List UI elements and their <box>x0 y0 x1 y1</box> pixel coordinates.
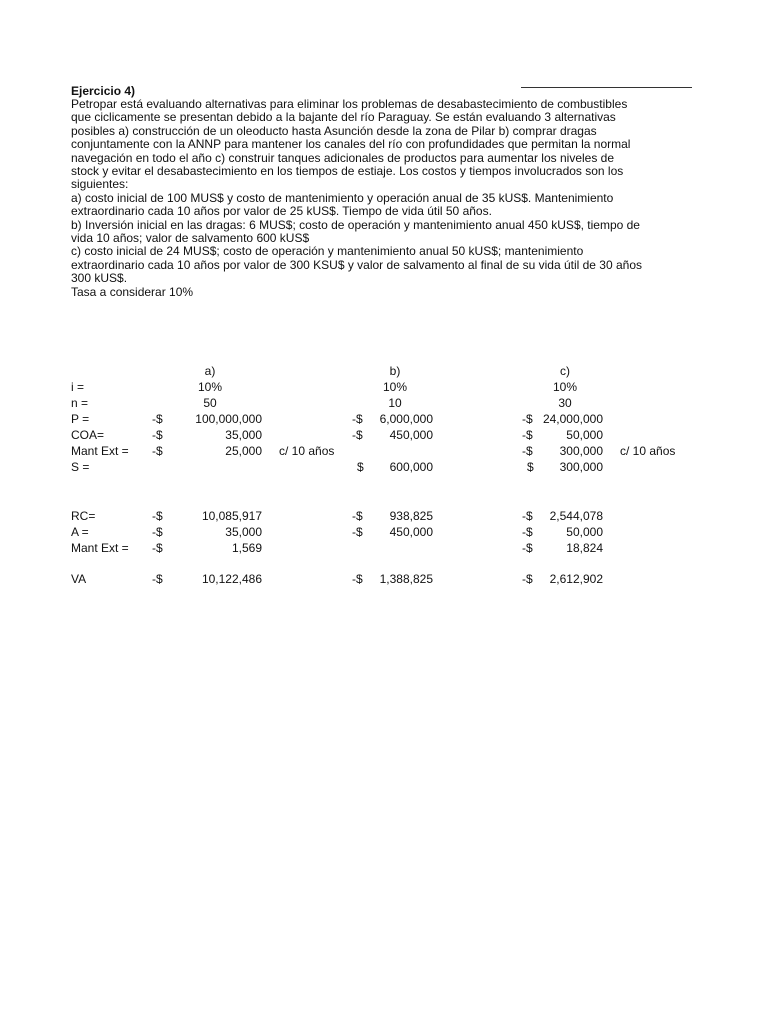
cell-mant-ext-annual-c: 18,824 <box>566 541 603 555</box>
sign-p-b: -$ <box>352 412 363 426</box>
cell-va-c: 2,612,902 <box>549 572 603 586</box>
cell-n-b: 10 <box>388 396 402 410</box>
text-line: Tasa a considerar 10% <box>71 284 194 299</box>
cell-a-c: 50,000 <box>566 525 603 539</box>
sign-coa-a: -$ <box>152 428 163 442</box>
sign-coa-c: -$ <box>522 428 533 442</box>
cell-mant-ext-annual-a: 1,569 <box>231 541 262 555</box>
note-mant-ext-a: c/ 10 años <box>279 444 335 458</box>
cell-mant-ext-a: 25,000 <box>225 444 262 458</box>
column-header-c: c) <box>560 364 570 378</box>
note-mant-ext-c: c/ 10 años <box>620 444 676 458</box>
text-line: siguientes: <box>71 177 129 192</box>
cell-n-c: 30 <box>558 396 572 410</box>
sign-mant-ext-c: -$ <box>522 444 533 458</box>
cell-va-a: 10,122,486 <box>201 572 262 586</box>
text-line: 300 kUS$. <box>71 271 128 286</box>
text-line: vida 10 años; valor de salvamento 600 kUS$ <box>71 231 310 246</box>
cell-coa-a: 35,000 <box>225 428 262 442</box>
sign-va-c: -$ <box>522 572 533 586</box>
row-label-rc: RC= <box>71 509 96 523</box>
text-line: que ciclicamente se presentan debido a la bajante del río Paraguay. Se están evaluando 3 alternativas <box>71 110 616 125</box>
cell-n-a: 50 <box>203 396 217 410</box>
text-line: Petropar está evaluando alternativas para eliminar los problemas de desabastecimiento de combustibles <box>71 97 628 111</box>
cell-va-b: 1,388,825 <box>379 572 433 586</box>
text-line: conjuntamente con la ANNP para mantener los canales del río con profundidades que permitan la normal <box>71 137 631 152</box>
text-line: c) costo inicial de 24 MUS$; costo de operación y mantenimiento anual 50 kUS$; mantenimiento <box>71 244 584 259</box>
sign-a-b: -$ <box>352 525 363 539</box>
cell-i-a: 10% <box>197 380 223 394</box>
cell-p-c: 24,000,000 <box>542 412 603 426</box>
cell-rc-a: 10,085,917 <box>201 509 262 523</box>
sign-rc-b: -$ <box>352 509 363 523</box>
text-line: extraordinario cada 10 años por valor de 300 KSU$ y valor de salvamento al final de su vida útil de 30 años <box>71 257 643 272</box>
row-label-i: i = <box>71 380 85 394</box>
text-line: posibles a) construcción de un oleoducto hasta Asunción desde la zona de Pilar b) comprar dragas <box>71 123 597 138</box>
column-header-b: b) <box>389 364 401 378</box>
cell-s-b: 600,000 <box>389 460 433 474</box>
row-label-s: S = <box>71 460 90 474</box>
text-line: a) costo inicial de 100 MUS$ y costo de mantenimiento y operación anual de 35 kUS$. Mantenimiento <box>71 190 614 205</box>
sign-va-a: -$ <box>152 572 163 586</box>
text-line: b) Inversión inicial en las dragas: 6 MUS$; costo de operación y mantenimiento anual 450 kUS$, tiempo de <box>71 217 640 232</box>
text-line: navegación en todo el año c) construir tanques adicionales de productos para aumentar los niveles de <box>71 150 615 165</box>
sign-p-a: -$ <box>152 412 163 426</box>
cell-a-a: 35,000 <box>225 525 262 539</box>
sign-s-b: $ <box>357 460 364 474</box>
row-label-va: VA <box>71 572 87 586</box>
sign-rc-c: -$ <box>522 509 533 523</box>
cell-coa-c: 50,000 <box>566 428 603 442</box>
sign-coa-b: -$ <box>352 428 363 442</box>
column-header-a: a) <box>204 364 216 378</box>
cell-i-b: 10% <box>382 380 408 394</box>
text-line: extraordinario cada 10 años por valor de 25 kUS$. Tiempo de vida útil 50 años. <box>71 204 492 219</box>
sign-a-a: -$ <box>152 525 163 539</box>
cell-p-b: 6,000,000 <box>379 412 433 426</box>
row-label-p: P = <box>71 412 90 426</box>
sign-mant-ext-annual-a: -$ <box>152 541 163 555</box>
sign-rc-a: -$ <box>152 509 163 523</box>
row-label-mant-ext: Mant Ext = <box>71 444 129 458</box>
cell-coa-b: 450,000 <box>389 428 433 442</box>
sign-mant-ext-annual-c: -$ <box>522 541 533 555</box>
sign-mant-ext-a: -$ <box>152 444 163 458</box>
sign-p-c: -$ <box>522 412 533 426</box>
sign-a-c: -$ <box>522 525 533 539</box>
cell-i-c: 10% <box>552 380 578 394</box>
row-label-n: n = <box>71 396 89 410</box>
sign-s-c: $ <box>527 460 534 474</box>
row-label-a: A = <box>71 525 89 539</box>
text-line: stock y evitar el desabastecimiento en los tiempos de estiaje. Los costos y tiempos involucrados son los <box>71 164 624 179</box>
cell-rc-c: 2,544,078 <box>549 509 603 523</box>
cell-rc-b: 938,825 <box>389 509 433 523</box>
row-label-coa: COA= <box>71 428 105 442</box>
cell-s-c: 300,000 <box>559 460 603 474</box>
cell-a-b: 450,000 <box>389 525 433 539</box>
cell-mant-ext-c: 300,000 <box>559 444 603 458</box>
sign-va-b: -$ <box>352 572 363 586</box>
exercise-title: Ejercicio 4) <box>71 84 136 98</box>
row-label-mant-ext-annual: Mant Ext = <box>71 541 129 555</box>
cell-p-a: 100,000,000 <box>195 412 262 426</box>
